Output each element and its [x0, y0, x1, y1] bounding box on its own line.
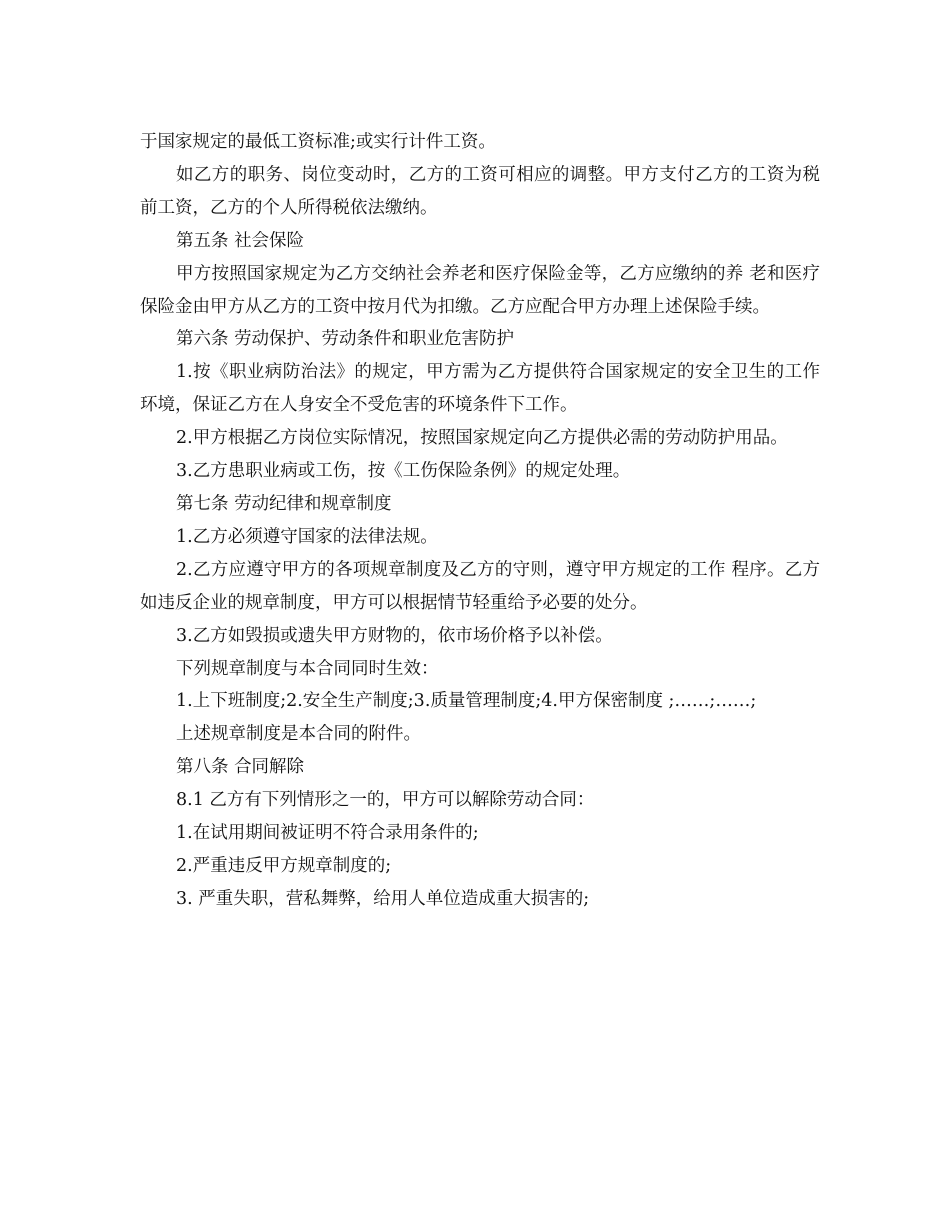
paragraph-0: 于国家规定的最低工资标准;或实行计件工资。: [140, 132, 496, 152]
paragraph-5: 1.按《职业病防治法》的规定，甲方需为乙方提供符合国家规定的安全卫生的工作环境，保证乙方在人身安全不受危害的环境条件下工作。: [140, 362, 820, 416]
paragraph-7: 3.乙方患职业病或工伤，按《工伤保险条例》的规定处理。: [176, 461, 631, 482]
paragraph-3: 甲方按照国家规定为乙方交纳社会养老和医疗保险金等，乙方应缴纳的养 老和医疗保险金由甲方从乙方的工资中按月代为扣缴。乙方应配合甲方办理上述保险手续。: [140, 263, 820, 317]
paragraph-9: 1.乙方必须遵守国家的法律法规。: [176, 526, 438, 547]
paragraph-11: 3.乙方如毁损或遗失甲方财物的，依市场价格予以补偿。: [176, 625, 613, 646]
paragraph-18: 2.严重违反甲方规章制度的;: [176, 855, 392, 876]
paragraph-16: 8.1 乙方有下列情形之一的，甲方可以解除劳动合同：: [176, 790, 595, 811]
article-7-heading: 第七条 劳动纪律和规章制度: [176, 493, 392, 514]
paragraph-12: 下列规章制度与本合同同时生效：: [176, 658, 439, 679]
paragraph-19: 3. 严重失职，营私舞弊，给用人单位造成重大损害的;: [176, 888, 590, 909]
paragraph-6: 2.甲方根据乙方岗位实际情况，按照国家规定向乙方提供必需的劳动防护用品。: [176, 428, 788, 449]
paragraph-13: 1.上下班制度;2.安全生产制度;3.质量管理制度;4.甲方保密制度 ;……;……;: [176, 691, 757, 712]
paragraph-14: 上述规章制度是本合同的附件。: [176, 724, 421, 745]
document-body: [140, 126, 820, 916]
paragraph-17: 1.在试用期间被证明不符合录用条件的;: [176, 823, 479, 844]
article-5-heading: 第五条 社会保险: [176, 230, 305, 251]
paragraph-10: 2.乙方应遵守甲方的各项规章制度及乙方的守则，遵守甲方规定的工作 程序。乙方如违反企业的规章制度，甲方可以根据情节轻重给予必要的处分。: [140, 559, 820, 613]
article-8-heading: 第八条 合同解除: [176, 757, 305, 778]
paragraph-1: 如乙方的职务、岗位变动时，乙方的工资可相应的调整。甲方支付乙方的工资为税前工资，乙方的个人所得税依法缴纳。: [140, 164, 820, 218]
article-6-heading: 第六条 劳动保护、劳动条件和职业危害防护: [176, 329, 515, 350]
